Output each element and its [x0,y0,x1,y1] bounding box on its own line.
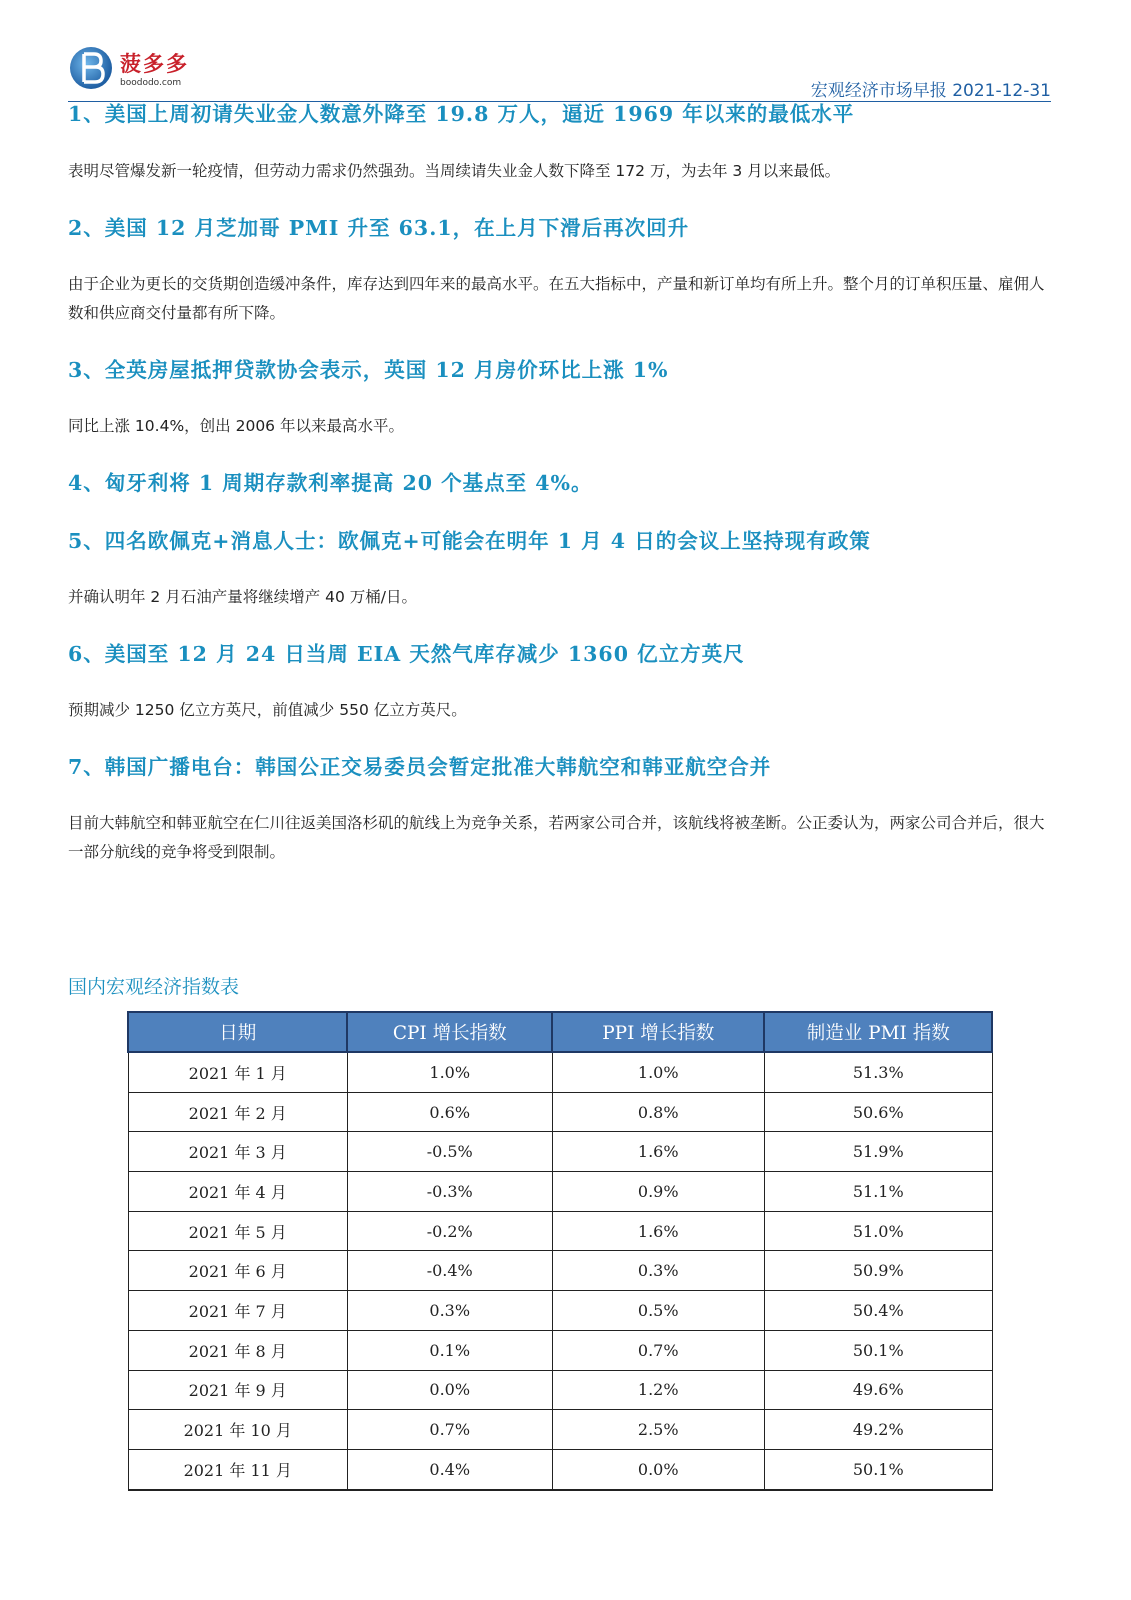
cell-cpi: -0.3% [347,1172,552,1212]
table-row [128,1330,992,1370]
news-headline: 5、四名欧佩克+消息人士：欧佩克+可能会在明年 1 月 4 日的会议上坚持现有政策 [68,529,871,553]
column-header-ppi: PPI 增长指数 [552,1012,764,1052]
table-row [128,1410,992,1450]
cell-ppi: 0.8% [552,1092,764,1132]
table-row [128,1052,992,1092]
cell-cpi: -0.5% [347,1132,552,1172]
news-body: 目前大韩航空和韩亚航空在仁川往返美国洛杉矶的航线上为竞争关系，若两家公司合并，该航线将被垄断。公正委认为，两家公司合并后，很大一部分航线的竞争将受到限制。 [68,814,1045,861]
news-headline: 1、美国上周初请失业金人数意外降至 19.8 万人，逼近 1969 年以来的最低水平 [68,102,855,126]
cell-pmi: 50.6% [764,1092,992,1132]
cell-ppi: 1.6% [552,1211,764,1251]
news-headline: 4、匈牙利将 1 周期存款利率提高 20 个基点至 4%。 [68,471,593,495]
table-title: 国内宏观经济指数表 [68,976,240,998]
cell-date: 2021 年 10 月 [128,1410,347,1450]
news-body: 并确认明年 2 月石油产量将继续增产 40 万桶/日。 [68,588,418,606]
macro-index-table [127,1011,993,1491]
news-body: 由于企业为更长的交货期创造缓冲条件，库存达到四年来的最高水平。在五大指标中，产量和新订单均有所上升。整个月的订单积压量、雇佣人数和供应商交付量都有所下降。 [68,275,1045,322]
cell-pmi: 50.1% [764,1449,992,1489]
news-body: 表明尽管爆发新一轮疫情，但劳动力需求仍然强劲。当周续请失业金人数下降至 172 万，为去年 3 月以来最低。 [68,162,841,180]
table-row [128,1172,992,1212]
cell-date: 2021 年 5 月 [128,1211,347,1251]
news-item [68,100,1053,186]
news-item [68,469,1053,497]
cell-date: 2021 年 2 月 [128,1092,347,1132]
cell-cpi: 0.0% [347,1370,552,1410]
cell-ppi: 1.0% [552,1052,764,1092]
cell-cpi: -0.4% [347,1251,552,1291]
cell-date: 2021 年 6 月 [128,1251,347,1291]
column-header-date: 日期 [128,1012,347,1052]
column-header-cpi: CPI 增长指数 [347,1012,552,1052]
table-row [128,1449,992,1489]
cell-ppi: 0.5% [552,1291,764,1331]
cell-cpi: 1.0% [347,1052,552,1092]
cell-cpi: 0.1% [347,1330,552,1370]
cell-pmi: 50.1% [764,1330,992,1370]
news-headline: 3、全英房屋抵押贷款协会表示，英国 12 月房价环比上涨 1% [68,358,669,382]
table-row [128,1092,992,1132]
cell-date: 2021 年 3 月 [128,1132,347,1172]
cell-cpi: 0.7% [347,1410,552,1450]
table-row [128,1132,992,1172]
cell-pmi: 51.9% [764,1132,992,1172]
cell-ppi: 0.3% [552,1251,764,1291]
news-body: 预期减少 1250 亿立方英尺，前值减少 550 亿立方英尺。 [68,701,467,719]
news-item [68,527,1053,612]
logo-brand-text: 菠多多 [120,51,189,76]
cell-cpi: 0.3% [347,1291,552,1331]
table-row [128,1211,992,1251]
cell-pmi: 50.9% [764,1251,992,1291]
cell-cpi: 0.4% [347,1449,552,1489]
cell-date: 2021 年 1 月 [128,1052,347,1092]
news-item [68,356,1053,441]
logo-url-text: boododo.com [120,78,182,88]
table-header-row [128,1012,992,1052]
cell-date: 2021 年 7 月 [128,1291,347,1331]
cell-ppi: 2.5% [552,1410,764,1450]
cell-cpi: 0.6% [347,1092,552,1132]
cell-ppi: 0.7% [552,1330,764,1370]
cell-ppi: 0.9% [552,1172,764,1212]
report-title: 宏观经济市场早报 2021-12-31 [810,81,1051,101]
news-headline: 6、美国至 12 月 24 日当周 EIA 天然气库存减少 1360 亿立方英尺 [68,642,745,666]
cell-cpi: -0.2% [347,1211,552,1251]
cell-ppi: 1.2% [552,1370,764,1410]
cell-pmi: 51.0% [764,1211,992,1251]
cell-ppi: 1.6% [552,1132,764,1172]
table-row [128,1251,992,1291]
logo-globe-icon [66,42,116,92]
cell-date: 2021 年 9 月 [128,1370,347,1410]
news-list [68,100,1053,867]
cell-pmi: 49.2% [764,1410,992,1450]
cell-pmi: 51.3% [764,1052,992,1092]
table-row [128,1291,992,1331]
column-header-pmi: 制造业 PMI 指数 [764,1012,992,1052]
cell-date: 2021 年 8 月 [128,1330,347,1370]
news-item [68,214,1053,328]
brand-logo [66,42,266,98]
cell-ppi: 0.0% [552,1449,764,1489]
news-item [68,753,1053,867]
cell-pmi: 51.1% [764,1172,992,1212]
cell-date: 2021 年 11 月 [128,1449,347,1489]
news-item [68,640,1053,725]
cell-pmi: 49.6% [764,1370,992,1410]
table-row [128,1370,992,1410]
news-body: 同比上涨 10.4%，创出 2006 年以来最高水平。 [68,417,404,435]
cell-pmi: 50.4% [764,1291,992,1331]
cell-date: 2021 年 4 月 [128,1172,347,1212]
news-headline: 7、韩国广播电台：韩国公正交易委员会暂定批准大韩航空和韩亚航空合并 [68,755,772,779]
news-headline: 2、美国 12 月芝加哥 PMI 升至 63.1，在上月下滑后再次回升 [68,216,690,240]
